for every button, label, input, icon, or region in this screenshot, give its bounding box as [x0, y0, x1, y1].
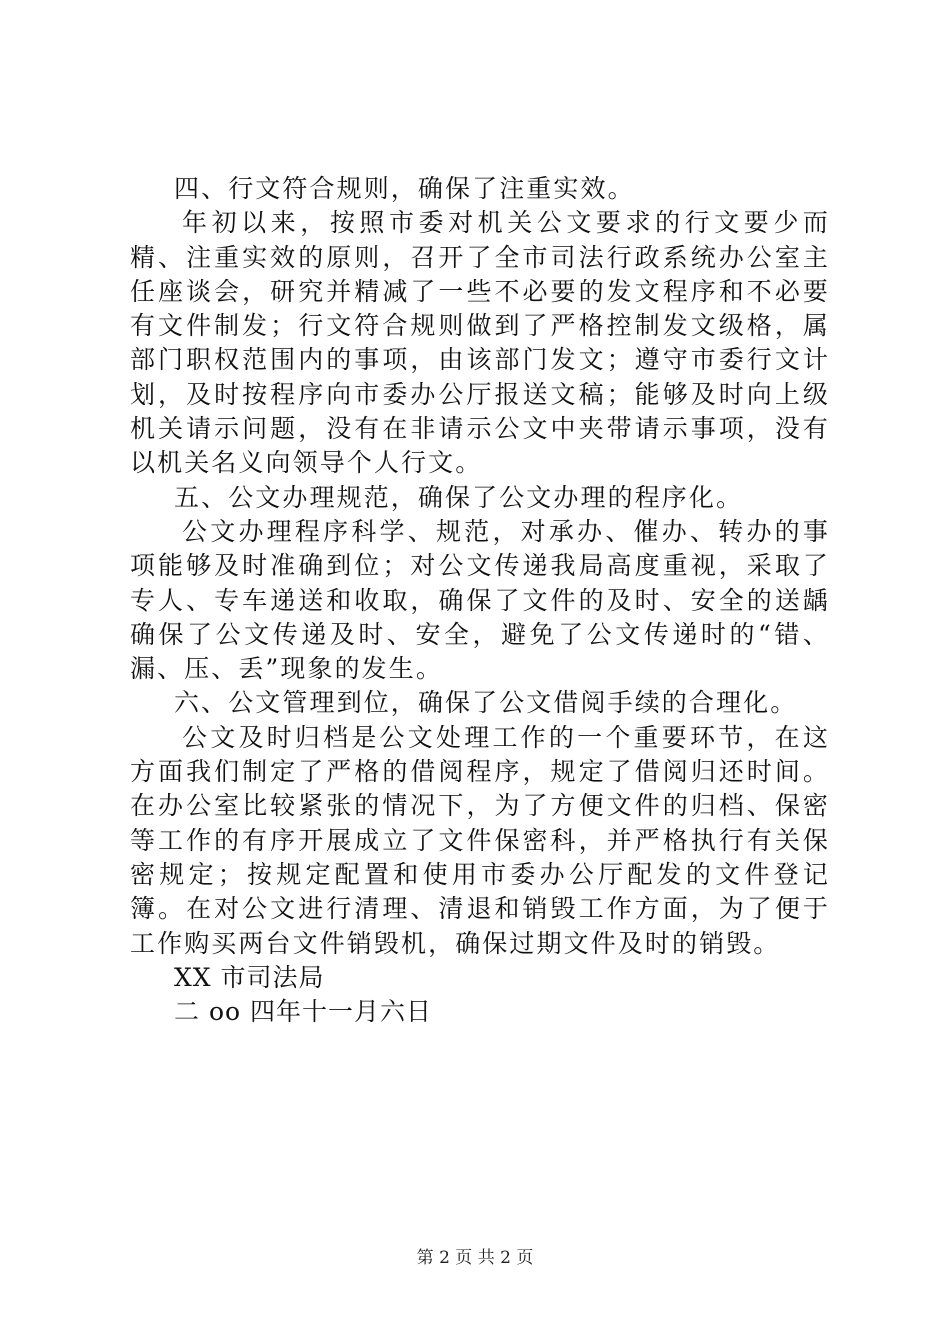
signature-organization: XX 市司法局 — [174, 962, 325, 992]
section-heading-5: 五、公文办理规范，确保了公文办理的程序化。 — [174, 482, 744, 512]
section-body-4: 年初以来，按照市委对机关公文要求的行文要少而精、注重实效的原则，召开了全市司法行政系统办公室主任座谈会，研究并精减了一些不必要的发文程序和不必要有文件制发；行文符合规则做到了严格控制发文级格，属部门职权范围内的事项，由该部门发文；遵守市委行文计划，及时按程序向市委办公厅报送文稿；能够及时向上级机关请示问题，没有在非请示公文中夹带请示事项，没有以机关名义向领导个人行文。 — [130, 208, 830, 478]
document-body — [130, 172, 830, 1029]
section-body-5: 公文办理程序科学、规范，对承办、催办、转办的事项能够及时准确到位；对公文传递我局高度重视，采取了专人、专车递送和收取，确保了文件的及时、安全的送龋确保了公文传递及时、安全，避免了公文传递时的“错、漏、压、丢”现象的发生。 — [130, 516, 830, 684]
section-heading-6: 六、公文管理到位，确保了公文借阅手续的合理化。 — [174, 688, 798, 718]
section-body-6: 公文及时归档是公文处理工作的一个重要环节，在这方面我们制定了严格的借阅程序，规定了借阅归还时间。在办公室比较紧张的情况下，为了方便文件的归档、保密等工作的有序开展成立了文件保密科，并严格执行有关保密规定；按规定配置和使用市委办公厅配发的文件登记簿。在对公文进行清理、清退和销毁工作方面，为了便于工作购买两台文件销毁机，确保过期文件及时的销毁。 — [130, 722, 830, 958]
page-footer: 第 2 页 共 2 页 — [416, 1248, 534, 1268]
section-heading-4: 四、行文符合规则，确保了注重实效。 — [174, 174, 635, 203]
signature-date: 二 oo 四年十一月六日 — [174, 997, 432, 1027]
